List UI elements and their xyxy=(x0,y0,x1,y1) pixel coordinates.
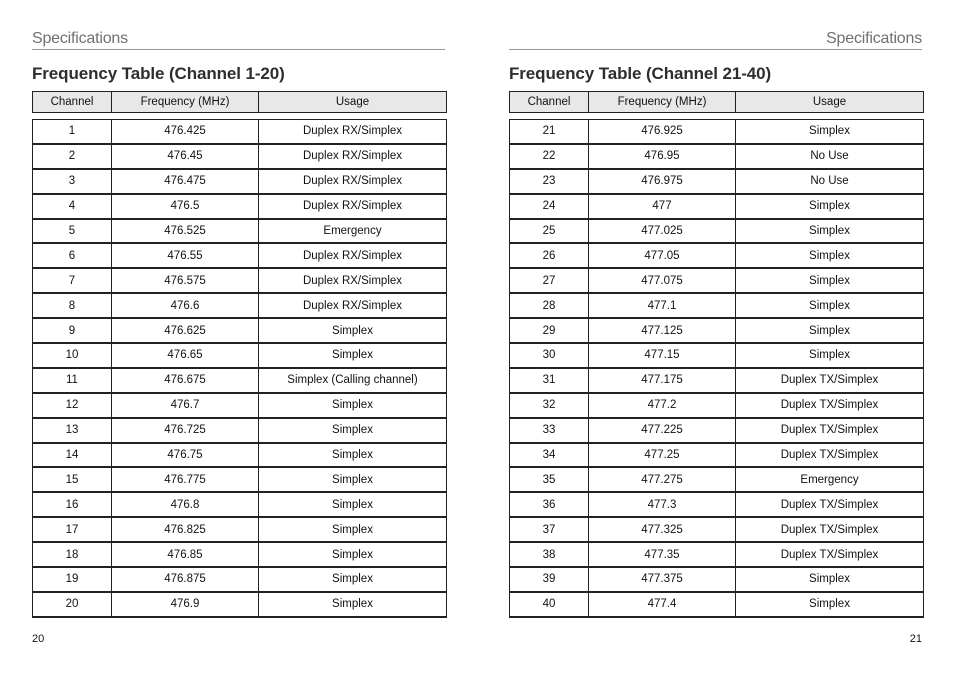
table-row xyxy=(33,243,447,268)
table-row xyxy=(33,467,447,492)
cell-channel: 11 xyxy=(33,368,112,393)
cell-usage: Simplex (Calling channel) xyxy=(259,368,447,393)
cell-usage: Duplex RX/Simplex xyxy=(259,144,447,169)
column-header-usage: Usage xyxy=(736,92,924,113)
cell-frequency: 477.375 xyxy=(589,567,736,592)
table-row xyxy=(33,418,447,443)
table-row xyxy=(510,492,924,517)
table-row xyxy=(33,542,447,567)
cell-channel: 20 xyxy=(33,592,112,617)
cell-usage: Simplex xyxy=(259,592,447,617)
section-title: Specifications xyxy=(826,30,922,47)
cell-channel: 13 xyxy=(33,418,112,443)
table-row xyxy=(33,293,447,318)
cell-usage: Duplex TX/Simplex xyxy=(736,542,924,567)
cell-channel: 19 xyxy=(33,567,112,592)
cell-usage: No Use xyxy=(736,144,924,169)
table-row xyxy=(510,194,924,219)
table-row xyxy=(510,443,924,468)
cell-channel: 17 xyxy=(33,517,112,542)
cell-frequency: 476.85 xyxy=(112,542,259,567)
cell-channel: 24 xyxy=(510,194,589,219)
cell-usage: Duplex TX/Simplex xyxy=(736,517,924,542)
table-header xyxy=(32,91,447,113)
cell-frequency: 477.175 xyxy=(589,368,736,393)
cell-frequency: 476.675 xyxy=(112,368,259,393)
cell-channel: 31 xyxy=(510,368,589,393)
cell-usage: Simplex xyxy=(736,243,924,268)
cell-usage: Duplex TX/Simplex xyxy=(736,368,924,393)
cell-channel: 10 xyxy=(33,343,112,368)
cell-frequency: 477.025 xyxy=(589,219,736,244)
table-row xyxy=(510,169,924,194)
cell-frequency: 476.525 xyxy=(112,219,259,244)
cell-frequency: 476.45 xyxy=(112,144,259,169)
cell-channel: 26 xyxy=(510,243,589,268)
cell-usage: No Use xyxy=(736,169,924,194)
cell-usage: Simplex xyxy=(259,418,447,443)
column-header-frequency: Frequency (MHz) xyxy=(589,92,736,113)
cell-channel: 4 xyxy=(33,194,112,219)
cell-frequency: 476.7 xyxy=(112,393,259,418)
cell-frequency: 477.125 xyxy=(589,318,736,343)
cell-usage: Simplex xyxy=(259,542,447,567)
cell-frequency: 476.95 xyxy=(589,144,736,169)
cell-frequency: 477.35 xyxy=(589,542,736,567)
cell-usage: Duplex TX/Simplex xyxy=(736,492,924,517)
column-header-channel: Channel xyxy=(510,92,589,113)
table-header xyxy=(509,91,924,113)
cell-frequency: 476.625 xyxy=(112,318,259,343)
table-row xyxy=(33,393,447,418)
table-row xyxy=(33,169,447,194)
cell-channel: 12 xyxy=(33,393,112,418)
cell-usage: Simplex xyxy=(259,492,447,517)
section-title: Specifications xyxy=(32,30,128,47)
cell-channel: 39 xyxy=(510,567,589,592)
table-row xyxy=(33,368,447,393)
cell-channel: 23 xyxy=(510,169,589,194)
table-row xyxy=(510,293,924,318)
cell-usage: Simplex xyxy=(736,567,924,592)
cell-channel: 9 xyxy=(33,318,112,343)
cell-channel: 38 xyxy=(510,542,589,567)
cell-channel: 34 xyxy=(510,443,589,468)
cell-channel: 25 xyxy=(510,219,589,244)
cell-usage: Simplex xyxy=(736,219,924,244)
cell-frequency: 476.775 xyxy=(112,467,259,492)
cell-usage: Simplex xyxy=(736,318,924,343)
cell-channel: 5 xyxy=(33,219,112,244)
table-row xyxy=(33,517,447,542)
page-number: 20 xyxy=(32,633,45,645)
table-row xyxy=(33,318,447,343)
cell-channel: 8 xyxy=(33,293,112,318)
column-header-usage: Usage xyxy=(259,92,447,113)
cell-channel: 18 xyxy=(33,542,112,567)
cell-channel: 1 xyxy=(33,120,112,144)
table-row xyxy=(33,443,447,468)
table-row xyxy=(33,144,447,169)
table-row xyxy=(510,368,924,393)
cell-usage: Duplex RX/Simplex xyxy=(259,194,447,219)
column-header-frequency: Frequency (MHz) xyxy=(112,92,259,113)
table-row xyxy=(510,592,924,617)
cell-usage: Simplex xyxy=(736,343,924,368)
cell-frequency: 477.2 xyxy=(589,393,736,418)
cell-frequency: 476.55 xyxy=(112,243,259,268)
table-row xyxy=(510,517,924,542)
table-row xyxy=(33,268,447,293)
header-rule xyxy=(32,49,445,50)
cell-usage: Simplex xyxy=(259,343,447,368)
cell-usage: Simplex xyxy=(259,318,447,343)
cell-frequency: 476.825 xyxy=(112,517,259,542)
table-row xyxy=(33,492,447,517)
cell-usage: Simplex xyxy=(259,517,447,542)
cell-frequency: 477.1 xyxy=(589,293,736,318)
cell-channel: 30 xyxy=(510,343,589,368)
cell-frequency: 476.975 xyxy=(589,169,736,194)
cell-usage: Duplex RX/Simplex xyxy=(259,293,447,318)
cell-frequency: 477.4 xyxy=(589,592,736,617)
table-row xyxy=(33,219,447,244)
table-row xyxy=(33,194,447,219)
cell-frequency: 476.9 xyxy=(112,592,259,617)
cell-usage: Simplex xyxy=(736,268,924,293)
page-heading: Frequency Table (Channel 21-40) xyxy=(509,64,772,83)
cell-channel: 14 xyxy=(33,443,112,468)
cell-usage: Emergency xyxy=(259,219,447,244)
cell-usage: Duplex TX/Simplex xyxy=(736,393,924,418)
cell-frequency: 477.25 xyxy=(589,443,736,468)
cell-usage: Simplex xyxy=(259,443,447,468)
cell-channel: 28 xyxy=(510,293,589,318)
table-row xyxy=(33,120,447,144)
cell-channel: 15 xyxy=(33,467,112,492)
cell-frequency: 477.15 xyxy=(589,343,736,368)
cell-usage: Simplex xyxy=(259,467,447,492)
cell-frequency: 477.275 xyxy=(589,467,736,492)
cell-usage: Duplex RX/Simplex xyxy=(259,120,447,144)
cell-usage: Simplex xyxy=(736,120,924,144)
cell-frequency: 477.05 xyxy=(589,243,736,268)
cell-usage: Duplex TX/Simplex xyxy=(736,418,924,443)
cell-frequency: 476.5 xyxy=(112,194,259,219)
table-row xyxy=(510,567,924,592)
cell-frequency: 477.075 xyxy=(589,268,736,293)
cell-frequency: 476.875 xyxy=(112,567,259,592)
cell-frequency: 476.425 xyxy=(112,120,259,144)
column-header-channel: Channel xyxy=(33,92,112,113)
table-row xyxy=(510,268,924,293)
table-row xyxy=(510,318,924,343)
cell-usage: Duplex RX/Simplex xyxy=(259,169,447,194)
cell-usage: Simplex xyxy=(736,293,924,318)
cell-channel: 40 xyxy=(510,592,589,617)
table-row xyxy=(510,418,924,443)
cell-frequency: 476.475 xyxy=(112,169,259,194)
cell-usage: Simplex xyxy=(259,393,447,418)
cell-frequency: 477.3 xyxy=(589,492,736,517)
table-row xyxy=(510,343,924,368)
cell-channel: 33 xyxy=(510,418,589,443)
table-row xyxy=(33,343,447,368)
table-row xyxy=(33,592,447,617)
table-row xyxy=(510,243,924,268)
frequency-table xyxy=(509,119,924,618)
table-row xyxy=(33,567,447,592)
table-row xyxy=(510,467,924,492)
cell-frequency: 476.725 xyxy=(112,418,259,443)
page-heading: Frequency Table (Channel 1-20) xyxy=(32,64,285,83)
cell-channel: 36 xyxy=(510,492,589,517)
right-page xyxy=(477,0,954,676)
cell-usage: Duplex RX/Simplex xyxy=(259,268,447,293)
cell-frequency: 477 xyxy=(589,194,736,219)
cell-channel: 2 xyxy=(33,144,112,169)
cell-channel: 22 xyxy=(510,144,589,169)
cell-usage: Duplex TX/Simplex xyxy=(736,443,924,468)
cell-frequency: 476.65 xyxy=(112,343,259,368)
cell-channel: 29 xyxy=(510,318,589,343)
table-row xyxy=(510,542,924,567)
cell-frequency: 476.75 xyxy=(112,443,259,468)
table-row xyxy=(510,219,924,244)
cell-usage: Simplex xyxy=(259,567,447,592)
cell-channel: 6 xyxy=(33,243,112,268)
cell-usage: Simplex xyxy=(736,194,924,219)
table-row xyxy=(510,144,924,169)
cell-channel: 27 xyxy=(510,268,589,293)
cell-channel: 32 xyxy=(510,393,589,418)
cell-channel: 3 xyxy=(33,169,112,194)
table-row xyxy=(510,120,924,144)
cell-frequency: 476.925 xyxy=(589,120,736,144)
cell-usage: Emergency xyxy=(736,467,924,492)
header-rule xyxy=(509,49,922,50)
cell-frequency: 476.6 xyxy=(112,293,259,318)
cell-channel: 7 xyxy=(33,268,112,293)
table-row xyxy=(510,393,924,418)
cell-frequency: 477.225 xyxy=(589,418,736,443)
cell-frequency: 476.575 xyxy=(112,268,259,293)
cell-channel: 37 xyxy=(510,517,589,542)
cell-frequency: 477.325 xyxy=(589,517,736,542)
page-number: 21 xyxy=(909,633,922,645)
cell-usage: Simplex xyxy=(736,592,924,617)
frequency-table xyxy=(32,119,447,618)
cell-usage: Duplex RX/Simplex xyxy=(259,243,447,268)
cell-frequency: 476.8 xyxy=(112,492,259,517)
cell-channel: 16 xyxy=(33,492,112,517)
cell-channel: 35 xyxy=(510,467,589,492)
cell-channel: 21 xyxy=(510,120,589,144)
